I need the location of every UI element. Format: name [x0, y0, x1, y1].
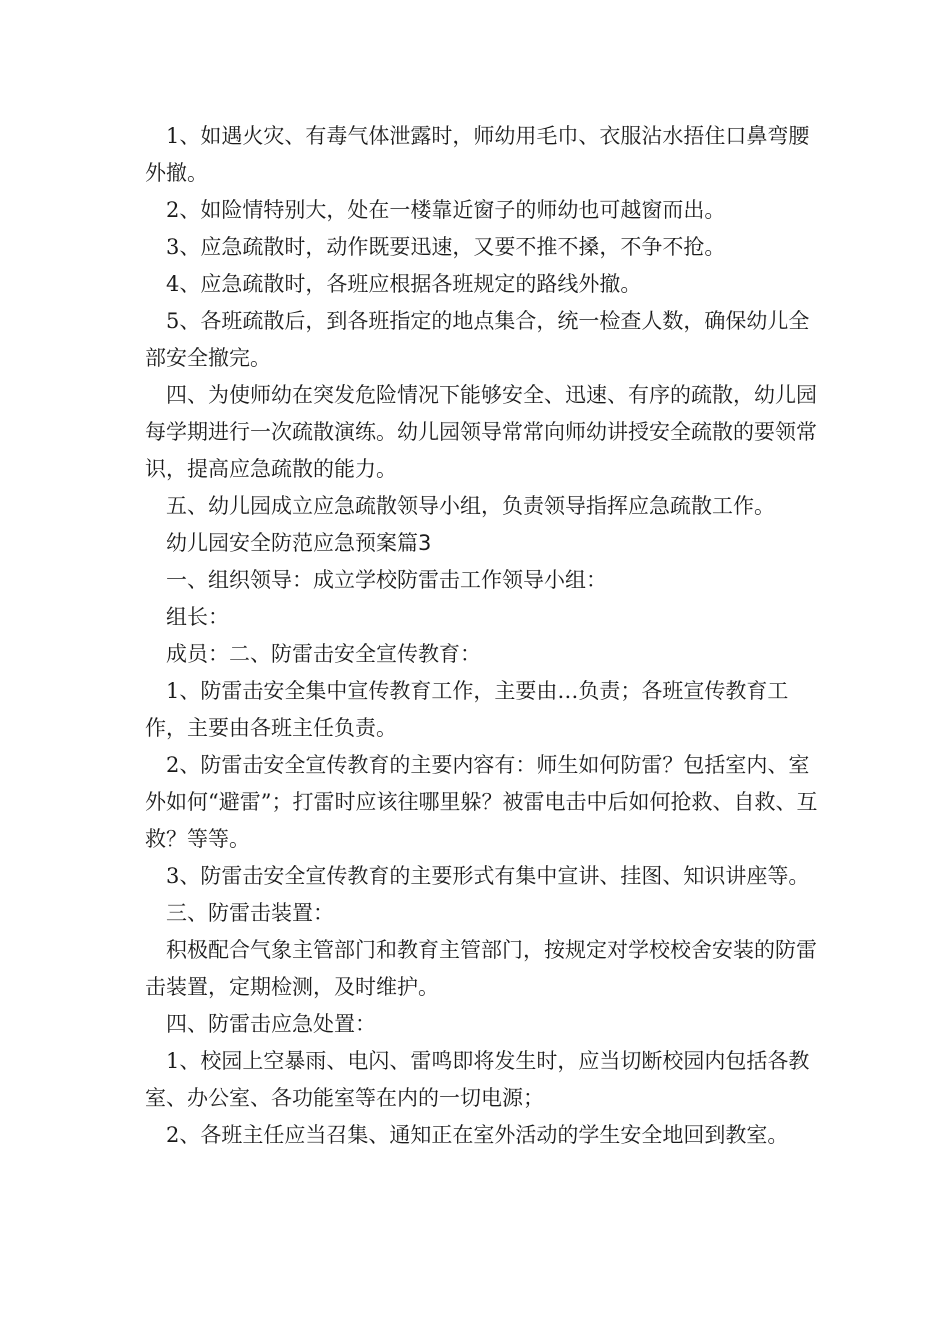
paragraph-fire-evacuation-step-4: 4、应急疏散时，各班应根据各班规定的路线外撤。	[166, 272, 642, 296]
paragraph-emergency-item-2: 2、各班主任应当召集、通知正在室外活动的学生安全地回到教室。	[166, 1123, 789, 1147]
paragraph-emergency-heading: 四、防雷击应急处置：	[166, 1012, 376, 1036]
paragraph-members: 成员：二、防雷击安全宣传教育：	[166, 642, 481, 666]
paragraph-lightning-devices: 积极配合气象主管部门和教育主管部门，按规定对学校校舍安装的防雷击装置，定期检测，及时维护。	[145, 938, 817, 999]
paragraph-fire-evacuation-step-1: 1、如遇火灾、有毒气体泄露时，师幼用毛巾、衣服沾水捂住口鼻弯腰外撤。	[145, 124, 810, 185]
section-title-plan-3: 幼儿园安全防范应急预案篇3	[166, 531, 432, 555]
paragraph-fire-evacuation-step-5: 5、各班疏散后，到各班指定的地点集合，统一检查人数，确保幼儿全部安全撤完。	[145, 309, 810, 370]
document-body	[145, 118, 825, 1154]
paragraph-section-4-drill: 四、为使师幼在突发危险情况下能够安全、迅速、有序的疏散，幼儿园每学期进行一次疏散演练。幼儿园领导常常向师幼讲授安全疏散的要领常识，提高应急疏散的能力。	[145, 383, 817, 481]
paragraph-education-item-1: 1、防雷击安全集中宣传教育工作，主要由…负责；各班宣传教育工作，主要由各班主任负责。	[145, 679, 789, 740]
paragraph-education-item-2: 2、防雷击安全宣传教育的主要内容有：师生如何防雷？包括室内、室外如何“避雷”；打雷时应该往哪里躲？被雷电击中后如何抢救、自救、互救？等等。	[145, 753, 818, 851]
paragraph-group-leader: 组长：	[166, 605, 229, 629]
paragraph-fire-evacuation-step-2: 2、如险情特别大，处在一楼靠近窗子的师幼也可越窗而出。	[166, 198, 726, 222]
paragraph-organization: 一、组织领导：成立学校防雷击工作领导小组：	[166, 568, 607, 592]
paragraph-section-5-leadership: 五、幼儿园成立应急疏散领导小组，负责领导指挥应急疏散工作。	[166, 494, 775, 518]
paragraph-education-item-3: 3、防雷击安全宣传教育的主要形式有集中宣讲、挂图、知识讲座等。	[166, 864, 810, 888]
paragraph-fire-evacuation-step-3: 3、应急疏散时，动作既要迅速，又要不推不搡，不争不抢。	[166, 235, 726, 259]
paragraph-lightning-devices-heading: 三、防雷击装置：	[166, 901, 334, 925]
paragraph-emergency-item-1: 1、校园上空暴雨、电闪、雷鸣即将发生时，应当切断校园内包括各教室、办公室、各功能室等在内的一切电源；	[145, 1049, 810, 1110]
